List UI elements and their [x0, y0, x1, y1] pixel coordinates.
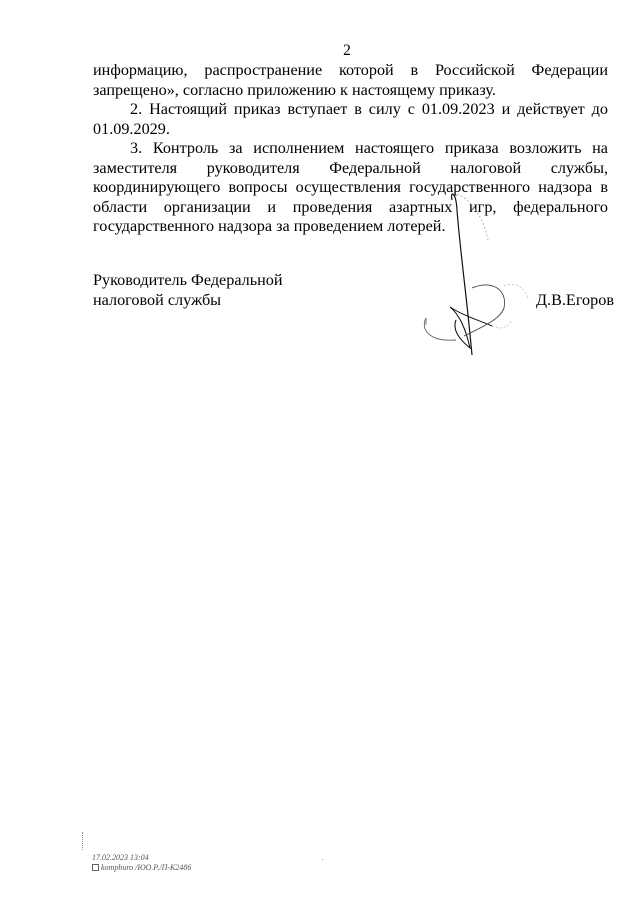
footer-timestamp: 17.02.2023 13:04: [92, 853, 149, 862]
footer-file-ref-row: [92, 863, 191, 873]
signer-name: Д.В.Егоров: [536, 291, 614, 309]
scan-artifact: [322, 859, 323, 860]
paragraph-continuation: информацию, распространение которой в Российской Федерации запрещено», согласно приложению к настоящему приказу.: [93, 61, 608, 99]
signer-position-line1: Руководитель Федеральной: [93, 271, 283, 289]
paragraph-item-3: 3. Контроль за исполнением настоящего приказа возложить на заместителя руководителя Федеральной налоговой службы, координирующего вопросы осуществления государственного надзора в области организации и проведения азартных игр, федерального государственного надзора за проведением лотерей.: [93, 139, 608, 235]
paragraph-item-2: 2. Настоящий приказ вступает в силу с 01.09.2023 и действует до 01.09.2029.: [93, 100, 608, 138]
signature-block: [93, 271, 283, 310]
footer-metadata: [92, 853, 191, 873]
document-icon: [92, 864, 99, 871]
footer-file-ref: kompburo /ЮО.Р./П-К2486: [101, 863, 192, 872]
signer-position-line2: налоговой службы: [93, 290, 222, 309]
margin-mark: [82, 832, 87, 850]
page-number: 2: [343, 42, 351, 59]
handwritten-signature-icon: [400, 180, 550, 360]
